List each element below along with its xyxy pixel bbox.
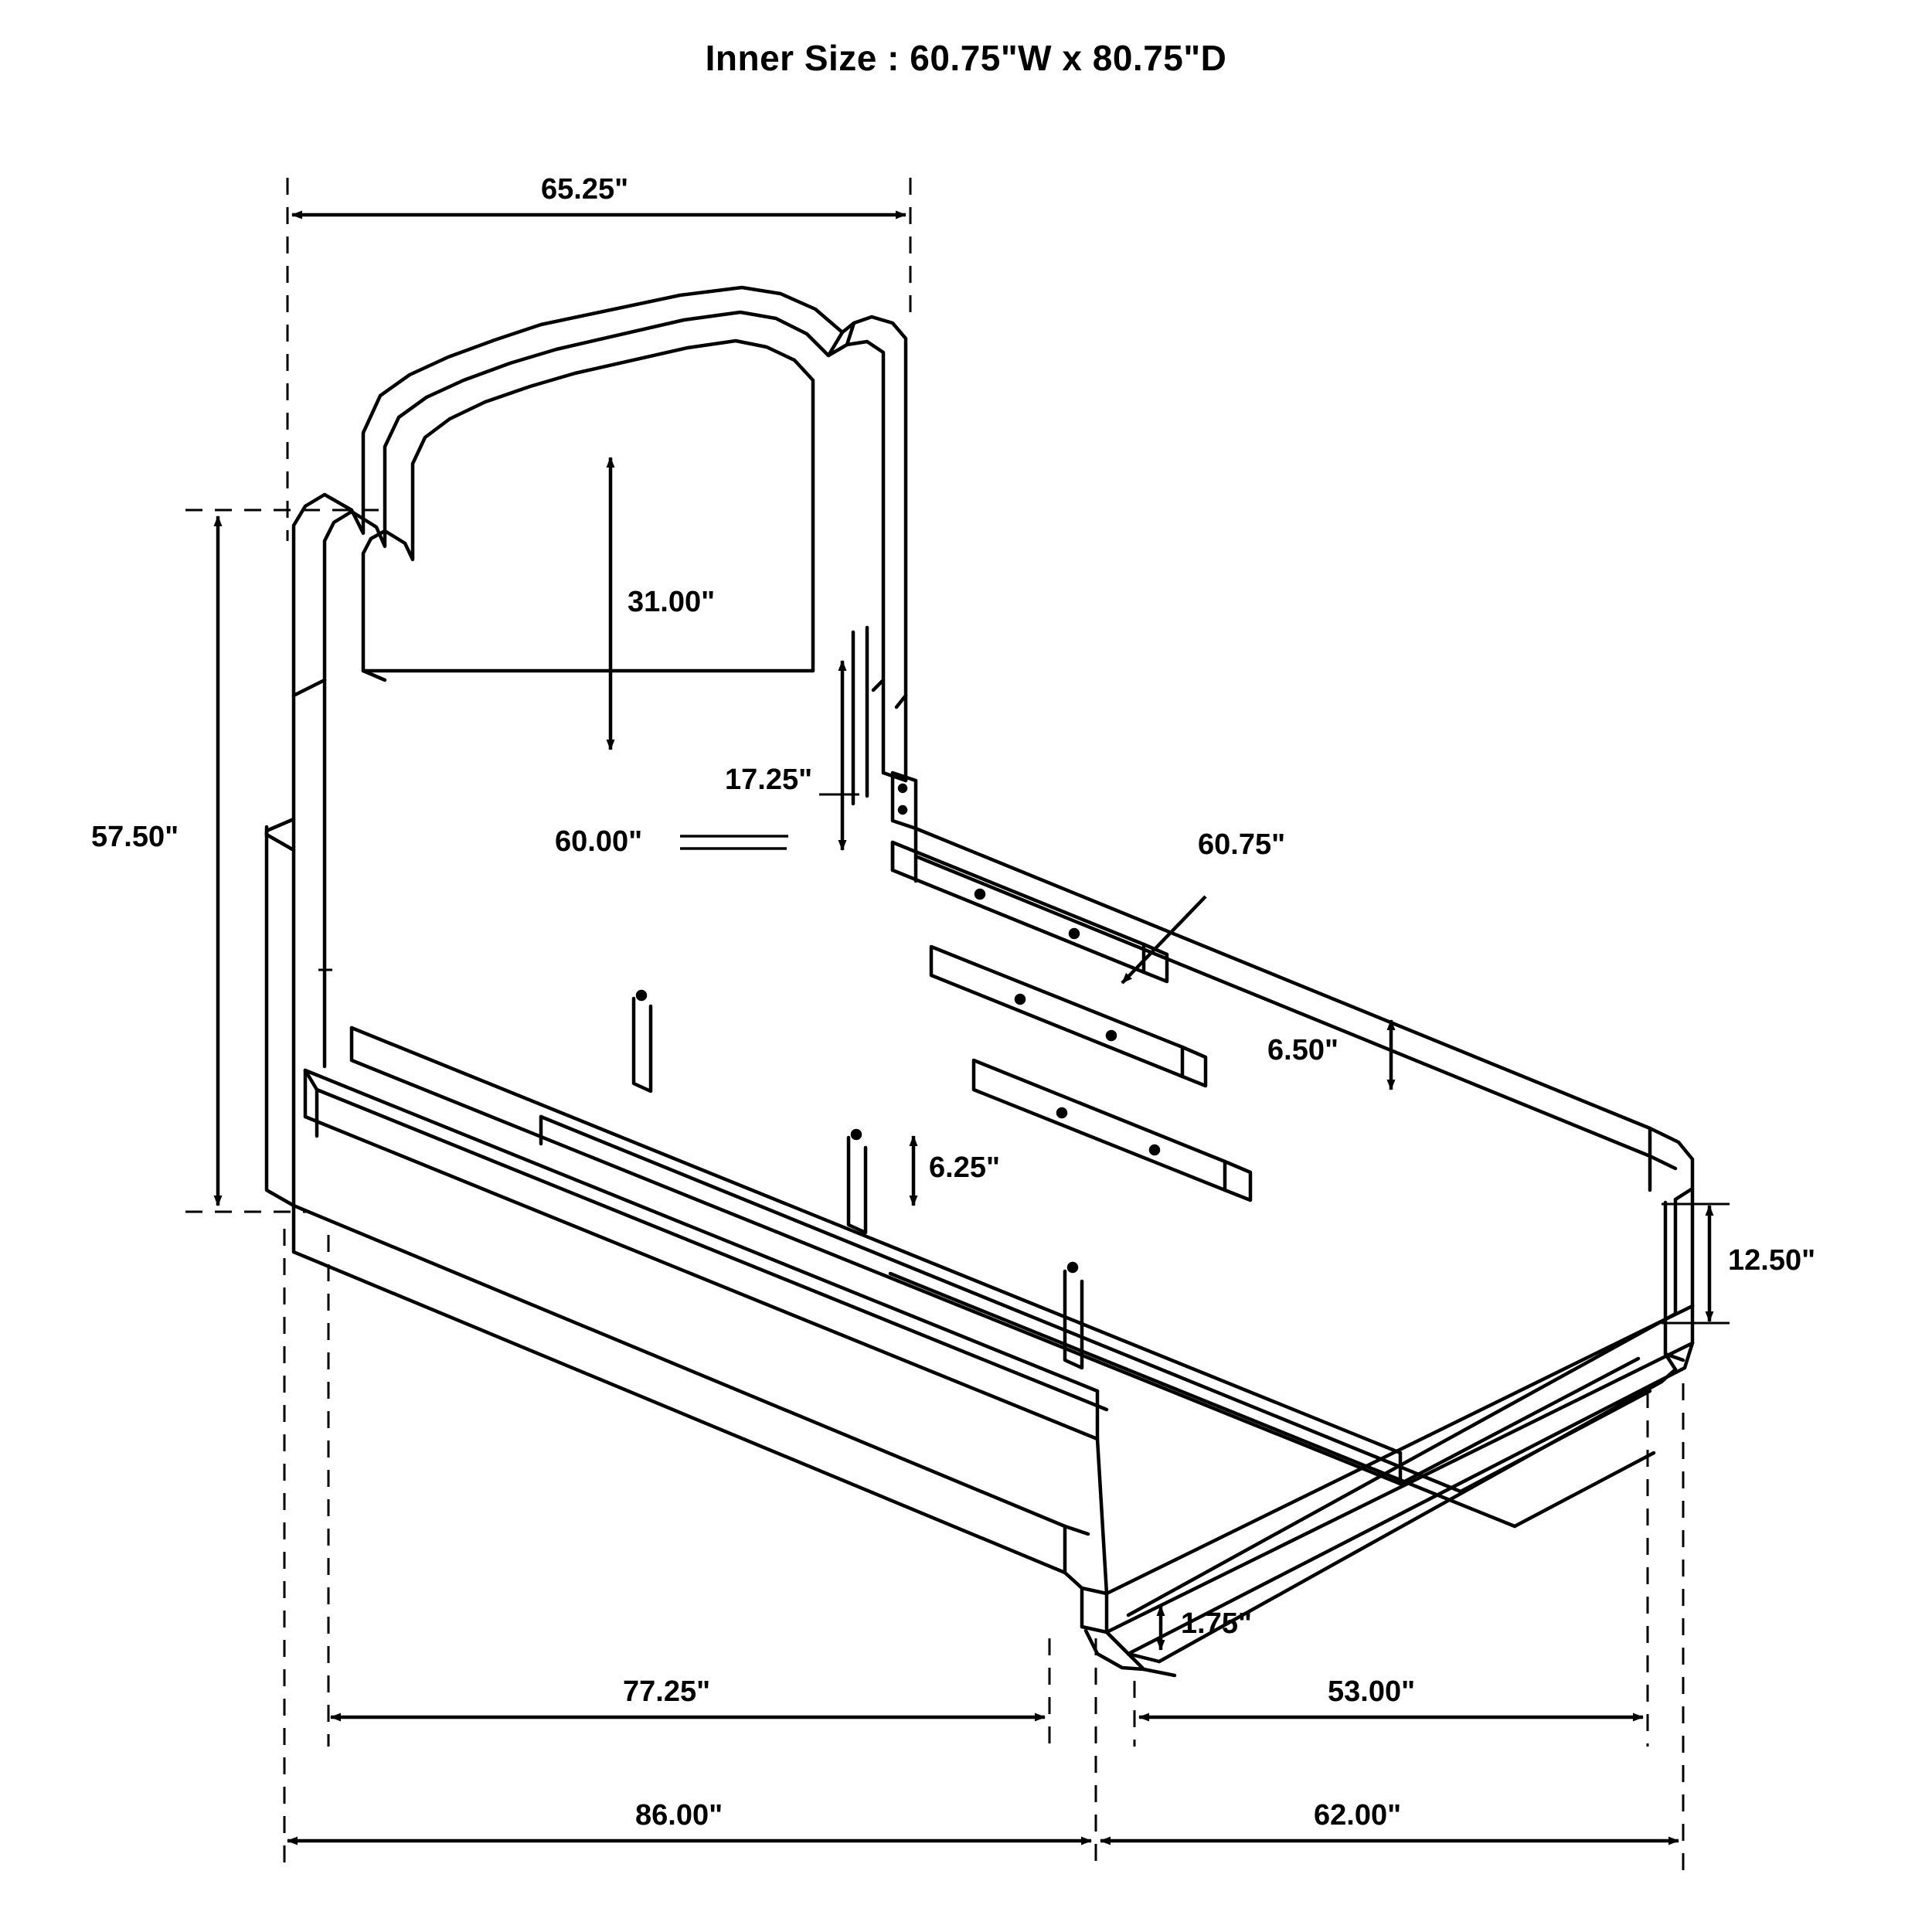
support-leg-2 xyxy=(849,1138,866,1233)
front-rail-corner-top xyxy=(1065,1526,1088,1534)
slat2-hole-1 xyxy=(1016,995,1024,1003)
dim-label-77-25: 77.25" xyxy=(623,1675,711,1708)
dim-label-31-00: 31.00" xyxy=(628,586,716,618)
headboard-left-edge-top xyxy=(267,819,294,835)
slat3-hole-1 xyxy=(1058,1109,1066,1117)
dimension-lines xyxy=(185,178,1730,1870)
dim-label-62-00: 62.00" xyxy=(1314,1799,1402,1832)
dim-label-17-25: 17.25" xyxy=(725,764,813,796)
left-rail-face xyxy=(305,1070,1097,1439)
left-rail-top-edge xyxy=(305,1070,1097,1391)
headboard-upholstered-panel xyxy=(363,341,813,671)
leg3-anchor xyxy=(1069,1264,1077,1271)
dim-label-60-75: 60.75" xyxy=(1198,828,1286,861)
headboard-base-left xyxy=(294,680,325,696)
dim-label-53-00: 53.00" xyxy=(1328,1675,1416,1708)
lower-beam-edge xyxy=(890,1274,1515,1526)
front-rail-corner-bottom xyxy=(1065,1573,1107,1594)
cross-slat-3-right-cap xyxy=(1225,1162,1250,1200)
bracket-hole-2 xyxy=(900,807,906,813)
right-rail-corner-2 xyxy=(1650,1156,1675,1168)
slat1-hole-2 xyxy=(1070,930,1078,937)
left-rail-top-edge-2 xyxy=(317,1090,1107,1410)
inner-bottom-rail xyxy=(1515,1453,1654,1526)
leg2-anchor xyxy=(852,1131,860,1138)
bed-geometry xyxy=(267,287,1692,1675)
headboard-left-post-foot xyxy=(267,835,294,850)
headboard-left-edge xyxy=(267,835,294,1206)
leg1-anchor xyxy=(638,992,645,999)
footboard-top-rail-2 xyxy=(1128,1314,1675,1615)
right-rail-corner xyxy=(1650,1128,1692,1199)
dim-label-86-00: 86.00" xyxy=(635,1799,723,1832)
center-beam-top xyxy=(352,1028,1400,1453)
left-side-connector xyxy=(1097,1439,1107,1594)
slat2-hole-2 xyxy=(1107,1032,1115,1039)
page-title: Inner Size : 60.75"W x 80.75"D xyxy=(705,38,1227,78)
dim-label-57-50: 57.50" xyxy=(91,821,179,853)
dim-label-65-25: 65.25" xyxy=(541,173,629,206)
inner-bottom-rail-3 xyxy=(1400,1359,1638,1484)
front-rail-top xyxy=(294,1206,1065,1526)
slat3-hole-2 xyxy=(1151,1146,1158,1154)
right-top-rail-face xyxy=(916,828,1650,1156)
dim-label-6-50: 6.50" xyxy=(1267,1034,1338,1066)
footboard-bottom-rail xyxy=(1107,1343,1692,1632)
bracket-hole-1 xyxy=(900,785,906,791)
headboard-inner-frame xyxy=(325,312,883,690)
cross-slat-2-right-cap xyxy=(1182,1047,1206,1086)
front-rail-face xyxy=(294,1206,1065,1573)
center-beam-top-2 xyxy=(541,1117,1461,1492)
right-top-rail-upper xyxy=(916,828,1650,1128)
dim-label-60-00: 60.00" xyxy=(555,825,643,858)
footboard-top-rail xyxy=(1107,1306,1692,1594)
slat1-hole-1 xyxy=(976,890,984,898)
dim-label-6-25: 6.25" xyxy=(929,1151,1000,1184)
dim-label-1-75: 1.75" xyxy=(1181,1607,1252,1640)
support-leg-1 xyxy=(634,998,651,1091)
dim-label-12-50: 12.50" xyxy=(1728,1244,1816,1277)
